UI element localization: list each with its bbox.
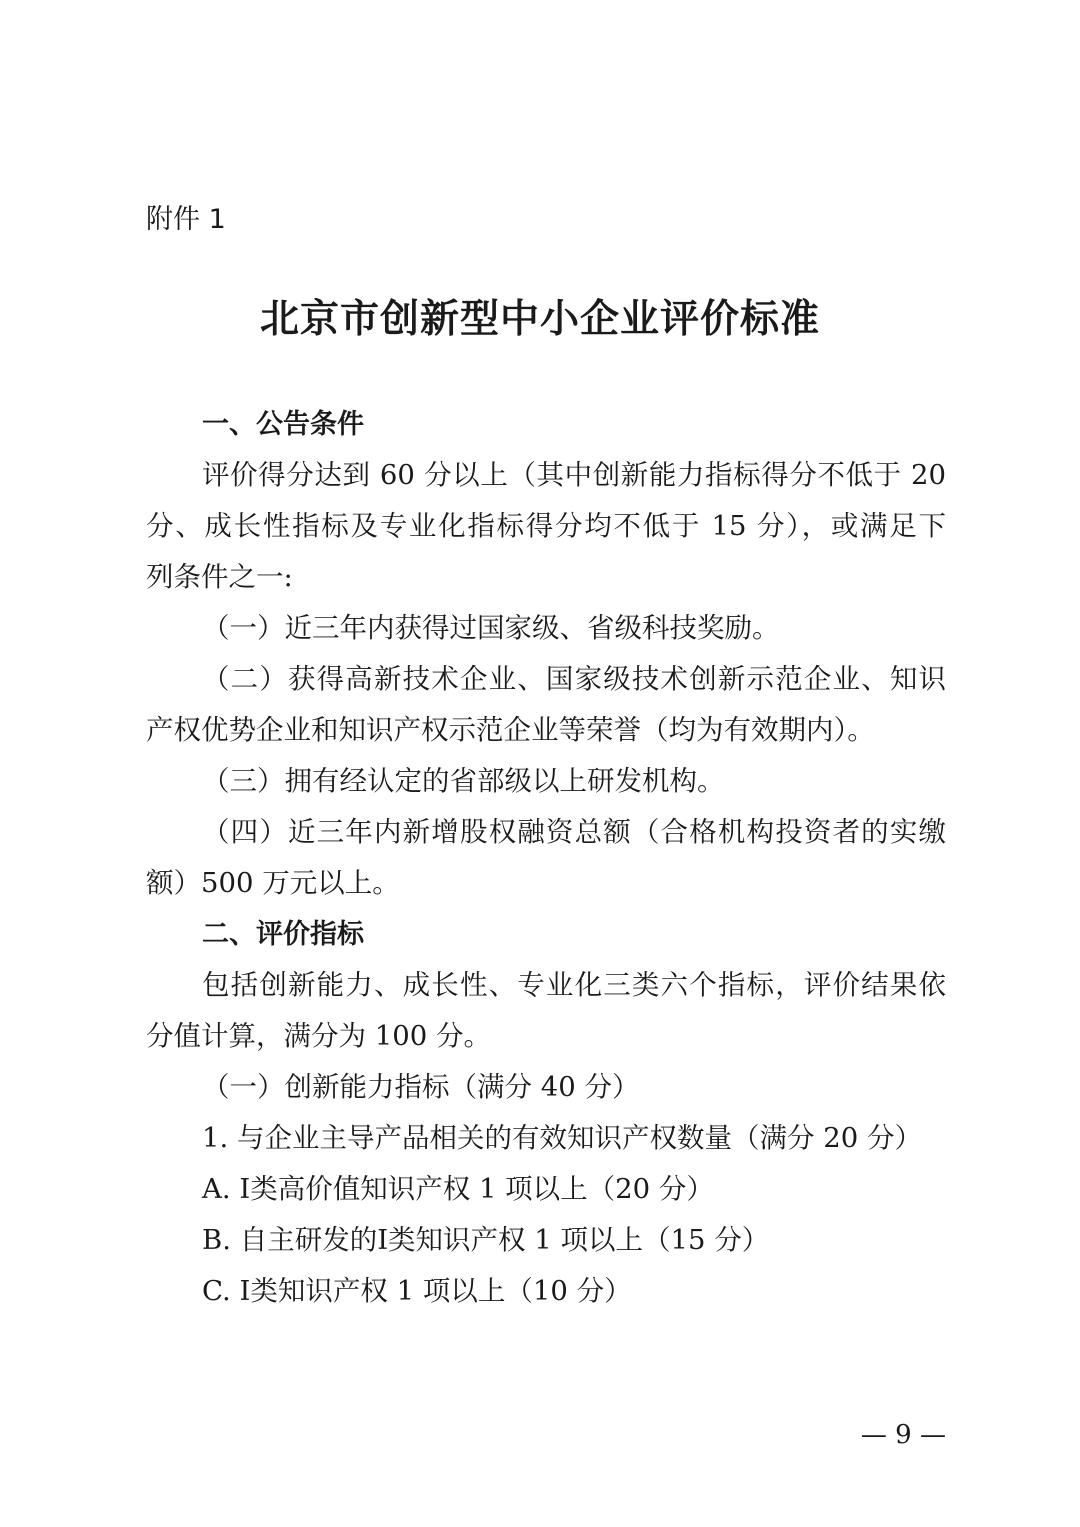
document-title: 北京市创新型中小企业评价标准 <box>259 297 820 342</box>
condition-item-2: （二）获得高新技术企业、国家级技术创新示范企业、知识 <box>202 663 946 695</box>
condition-item-4: （四）近三年内新增股权融资总额（合格机构投资者的实缴 <box>202 816 946 848</box>
section-heading-evaluation-indicators: 二、评价指标 <box>202 919 364 950</box>
subsection-innovation-capacity: （一）创新能力指标（满分 40 分） <box>202 1071 640 1103</box>
indicator-item-1: 1. 与企业主导产品相关的有效知识产权数量（满分 20 分） <box>202 1122 922 1154</box>
paragraph-line: 评价得分达到 60 分以上（其中创新能力指标得分不低于 20 <box>202 459 946 491</box>
indicator-option-a: A. Ⅰ类高价值知识产权 1 项以上（20 分） <box>202 1173 714 1205</box>
condition-item-1: （一）近三年内获得过国家级、省级科技奖励。 <box>202 612 780 644</box>
attachment-label: 附件 1 <box>146 204 226 235</box>
paragraph-line: 包括创新能力、成长性、专业化三类六个指标，评价结果依 <box>202 969 946 1001</box>
condition-item-3: （三）拥有经认定的省部级以上研发机构。 <box>202 765 725 797</box>
paragraph-line: 分、成长性指标及专业化指标得分均不低于 15 分），或满足下 <box>146 510 946 542</box>
paragraph-line: 列条件之一: <box>146 561 293 593</box>
indicator-option-b: B. 自主研发的Ⅰ类知识产权 1 项以上（15 分） <box>202 1224 770 1256</box>
indicator-option-c: C. Ⅰ类知识产权 1 项以上（10 分） <box>202 1275 632 1307</box>
condition-item-4-continued: 额）500 万元以上。 <box>146 867 400 899</box>
paragraph-line: 分值计算，满分为 100 分。 <box>146 1020 491 1052</box>
document-body <box>146 399 946 1317</box>
condition-item-2-continued: 产权优势企业和知识产权示范企业等荣誉（均为有效期内）。 <box>146 714 875 746</box>
page-number: — 9 — <box>860 1420 946 1450</box>
section-heading-announcement-conditions: 一、公告条件 <box>202 409 364 440</box>
